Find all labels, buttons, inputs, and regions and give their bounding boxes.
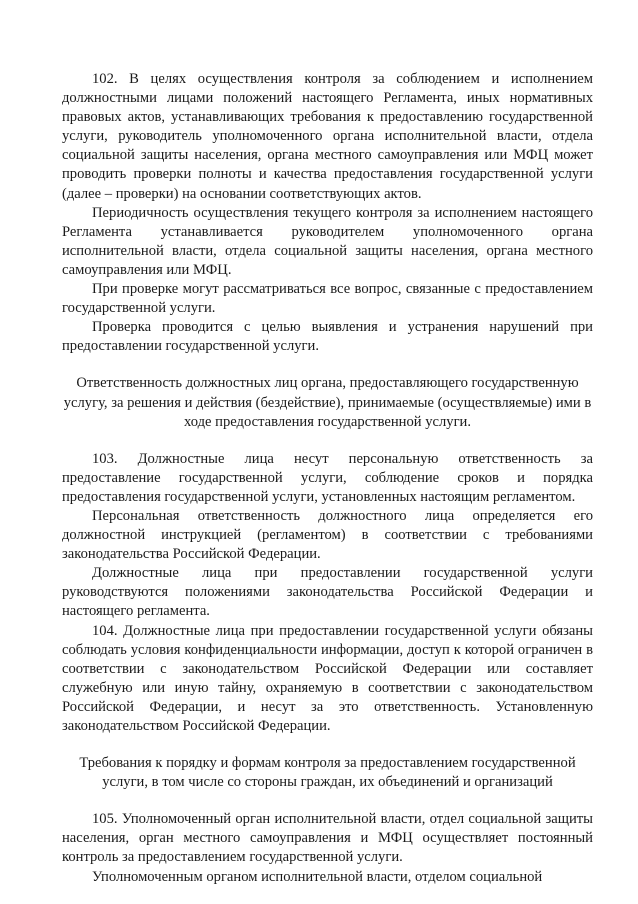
paragraph-102: 102. В целях осуществления контроля за соблюдением и исполнением должностными лицами положений настоящего Регламента, иных нормативных правовых актов, устанавливающих требования к предоставлению государственной услуги, руководитель уполномоченного органа исполнительной власти, отдела социальной защиты населения, органа местного самоуправления или МФЦ может проводить проверки полноты и качества предоставления государственной услуги (далее – проверки) на основании соответствующих актов.: [62, 71, 593, 202]
paragraph-periodicity: Периодичность осуществления текущего контроля за исполнением настоящего Регламента устанавливается руководителем уполномоченного органа исполнительной власти, отдела социальной защиты населения, органа местного самоуправления или МФЦ.: [62, 204, 593, 278]
paragraph-personal-responsibility: Персональная ответственность должностного лица определяется его должностной инструкцией (регламентом) в соответствии с требованиями законодательства Российской Федерации.: [62, 507, 593, 563]
paragraph-continued: Уполномоченным органом исполнительной власти, отделом социальной: [92, 868, 543, 885]
section-heading-control-requirements: Требования к порядку и формам контроля за предоставлением государственной услуги, в том числе со стороны граждан, их объединений и организаций: [79, 755, 576, 791]
paragraph-104: 104. Должностные лица при предоставлении государственной услуги обязаны соблюдать условия конфиденциальности информации, доступ к которой ограничен в соответствии с законодательством Российской Федерации или составляет служебную или иную тайну, охраняемую в соответствии с законодательством Российской Федерации, и несут за это ответственность. Установленную законодательством Российской Федерации.: [62, 622, 593, 734]
paragraph-inspection-purpose: Проверка проводится с целью выявления и устранения нарушений при предоставлении государственной услуги.: [62, 319, 593, 355]
paragraph-105: 105. Уполномоченный орган исполнительной власти, отдел социальной защиты населения, орган местного самоуправления и МФЦ осуществляет постоянный контроль за предоставлением государственной услуги.: [62, 811, 593, 866]
document-page: [62, 70, 593, 887]
paragraph-officials-guidance: Должностные лица при предоставлении государственной услуги руководствуются положениями законодательства Российской Федерации и настоящего регламента.: [62, 565, 593, 620]
paragraph-103: 103. Должностные лица несут персональную ответственность за предоставление государственной услуги, соблюдение сроков и порядка предоставления государственной услуги, установленных настоящим регламентом.: [62, 450, 593, 505]
paragraph-inspection-scope: При проверке могут рассматриваться все вопрос, связанные с предоставлением государственной услуги.: [62, 281, 593, 317]
section-heading-responsibility: Ответственность должностных лиц органа, предоставляющего государственную услугу, за решения и действия (бездействие), принимаемые (осуществляемые) ими в ходе предоставления государственной услуги.: [63, 375, 592, 430]
